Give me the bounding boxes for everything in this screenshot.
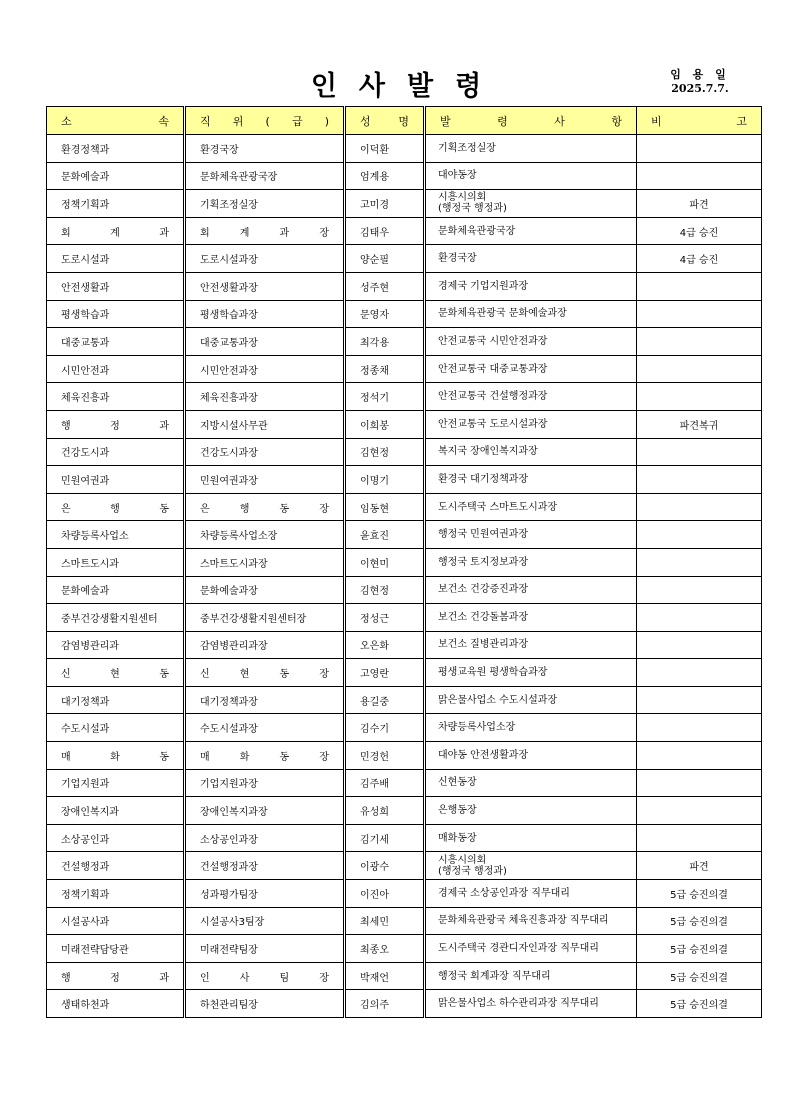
cell-name: 정종채 [345,355,425,383]
cell-note [637,328,762,356]
cell-note: 파견 [637,852,762,880]
cell-note [637,135,762,163]
cell-note [637,355,762,383]
cell-name: 이현미 [345,548,425,576]
cell-order: 경제국 기업지원과장 [425,272,637,300]
cell-affiliation: 매 화 동 [47,742,185,770]
cell-order: 보건소 질병관리과장 [425,631,637,659]
cell-order: 문화체육관광국 체육진흥과장 직무대리 [425,907,637,935]
header-position: 직 위 ( 급 ) [185,107,345,135]
cell-position: 환경국장 [185,135,345,163]
cell-position: 수도시설과장 [185,714,345,742]
cell-order: 차량등록사업소장 [425,714,637,742]
cell-note: 4급 승진 [637,217,762,245]
cell-name: 김태우 [345,217,425,245]
cell-affiliation: 문화예술과 [47,162,185,190]
cell-name: 성주현 [345,272,425,300]
cell-affiliation: 스마트도시과 [47,548,185,576]
cell-order: 행정국 민원여권과장 [425,521,637,549]
cell-position: 건설행정과장 [185,852,345,880]
table-row [47,576,762,604]
cell-affiliation: 체육진흥과 [47,383,185,411]
cell-position: 인 사 팀 장 [185,962,345,990]
cell-position: 지방시설사무관 [185,410,345,438]
cell-position: 시설공사3팀장 [185,907,345,935]
cell-note [637,493,762,521]
cell-name: 이광수 [345,852,425,880]
cell-name: 민경헌 [345,742,425,770]
cell-note [637,742,762,770]
cell-affiliation: 신 현 동 [47,659,185,687]
cell-order: 맑은물사업소 하수관리과장 직무대리 [425,990,637,1018]
cell-order: 시흥시의회 (행정국 행정과) [425,190,637,218]
cell-order: 맑은물사업소 수도시설과장 [425,686,637,714]
table-row [47,907,762,935]
cell-name: 문영자 [345,300,425,328]
cell-note [637,548,762,576]
cell-order: 안전교통국 건설행정과장 [425,383,637,411]
cell-note: 파견복귀 [637,410,762,438]
cell-position: 회 계 과 장 [185,217,345,245]
cell-order: 대야동 안전생활과장 [425,742,637,770]
table-row [47,714,762,742]
cell-name: 정석기 [345,383,425,411]
cell-name: 용길중 [345,686,425,714]
cell-position: 매 화 동 장 [185,742,345,770]
cell-affiliation: 수도시설과 [47,714,185,742]
cell-name: 이진아 [345,880,425,908]
cell-affiliation: 행 정 과 [47,962,185,990]
cell-name: 김주배 [345,769,425,797]
cell-note: 5급 승진의결 [637,962,762,990]
cell-note [637,686,762,714]
cell-affiliation: 문화예술과 [47,576,185,604]
cell-note [637,162,762,190]
table-row [47,410,762,438]
cell-order: 도시주택국 스마트도시과장 [425,493,637,521]
cell-position: 대중교통과장 [185,328,345,356]
cell-order: 신현동장 [425,769,637,797]
cell-position: 안전생활과장 [185,272,345,300]
table-row [47,742,762,770]
table-row [47,328,762,356]
cell-order: 평생교육원 평생학습과장 [425,659,637,687]
cell-name: 이덕환 [345,135,425,163]
cell-affiliation: 장애인복지과 [47,797,185,825]
cell-note: 5급 승진의결 [637,990,762,1018]
cell-name: 윤효진 [345,521,425,549]
header-order: 발 령 사 항 [425,107,637,135]
cell-order: 대야동장 [425,162,637,190]
table-row [47,355,762,383]
cell-order: 보건소 건강돌봄과장 [425,604,637,632]
cell-note [637,272,762,300]
cell-name: 최종오 [345,935,425,963]
cell-name: 유성희 [345,797,425,825]
appointment-date: 2025.7.7. [671,82,729,95]
cell-note [637,521,762,549]
appointment-date-block [660,68,740,96]
table-row [47,686,762,714]
cell-affiliation: 차량등록사업소 [47,521,185,549]
cell-position: 미래전략팀장 [185,935,345,963]
cell-affiliation: 감염병관리과 [47,631,185,659]
cell-position: 중부건강생활지원센터장 [185,604,345,632]
cell-note [637,714,762,742]
cell-position: 도로시설과장 [185,245,345,273]
cell-position: 민원여권과장 [185,466,345,494]
cell-note: 4급 승진 [637,245,762,273]
cell-note: 5급 승진의결 [637,935,762,963]
table-row [47,272,762,300]
header-name: 성 명 [345,107,425,135]
cell-affiliation: 평생학습과 [47,300,185,328]
cell-name: 김의주 [345,990,425,1018]
cell-order: 경제국 소상공인과장 직무대리 [425,880,637,908]
cell-order: 안전교통국 도로시설과장 [425,410,637,438]
cell-note [637,300,762,328]
cell-order: 보건소 건강증진과장 [425,576,637,604]
cell-order: 매화동장 [425,824,637,852]
table-row [47,438,762,466]
cell-position: 장애인복지과장 [185,797,345,825]
cell-affiliation: 생태하천과 [47,990,185,1018]
cell-name: 최세민 [345,907,425,935]
table-row [47,493,762,521]
cell-position: 차량등록사업소장 [185,521,345,549]
cell-position: 신 현 동 장 [185,659,345,687]
cell-affiliation: 대기정책과 [47,686,185,714]
cell-name: 고영란 [345,659,425,687]
cell-name: 김기세 [345,824,425,852]
cell-affiliation: 안전생활과 [47,272,185,300]
table-row [47,135,762,163]
cell-order: 환경국 대기정책과장 [425,466,637,494]
cell-note [637,576,762,604]
cell-affiliation: 도로시설과 [47,245,185,273]
cell-order: 안전교통국 시민안전과장 [425,328,637,356]
table-row [47,190,762,218]
cell-name: 김수기 [345,714,425,742]
cell-position: 체육진흥과장 [185,383,345,411]
cell-affiliation: 회 계 과 [47,217,185,245]
cell-name: 정성근 [345,604,425,632]
table-row [47,300,762,328]
cell-name: 양순필 [345,245,425,273]
table-row [47,769,762,797]
cell-order: 문화체육관광국장 [425,217,637,245]
cell-order: 환경국장 [425,245,637,273]
appointment-date-label: 임 용 일 [670,68,730,81]
cell-note [637,769,762,797]
table-row [47,162,762,190]
table-row [47,604,762,632]
cell-position: 소상공인과장 [185,824,345,852]
cell-affiliation: 환경정책과 [47,135,185,163]
cell-affiliation: 소상공인과 [47,824,185,852]
cell-name: 이희봉 [345,410,425,438]
cell-note [637,383,762,411]
table-row [47,659,762,687]
cell-affiliation: 중부건강생활지원센터 [47,604,185,632]
cell-affiliation: 정책기획과 [47,880,185,908]
table-row [47,797,762,825]
cell-note: 파견 [637,190,762,218]
table-row [47,217,762,245]
table-row [47,824,762,852]
cell-note: 5급 승진의결 [637,880,762,908]
cell-affiliation: 기업지원과 [47,769,185,797]
cell-name: 김현정 [345,438,425,466]
cell-position: 대기정책과장 [185,686,345,714]
cell-note [637,659,762,687]
cell-position: 하천관리팀장 [185,990,345,1018]
cell-note [637,631,762,659]
table-row [47,245,762,273]
table-row [47,990,762,1018]
header-note: 비 고 [637,107,762,135]
table-row [47,466,762,494]
cell-order: 도시주택국 경관디자인과장 직무대리 [425,935,637,963]
cell-note [637,438,762,466]
cell-position: 건강도시과장 [185,438,345,466]
cell-affiliation: 은 행 동 [47,493,185,521]
cell-order: 기획조정실장 [425,135,637,163]
cell-order: 시흥시의회 (행정국 행정과) [425,852,637,880]
cell-order: 안전교통국 대중교통과장 [425,355,637,383]
table-row [47,521,762,549]
table-row [47,383,762,411]
cell-note: 5급 승진의결 [637,907,762,935]
cell-position: 성과평가팀장 [185,880,345,908]
cell-order: 행정국 회계과장 직무대리 [425,962,637,990]
document-title: 인사발령 [310,71,504,102]
cell-position: 평생학습과장 [185,300,345,328]
table-row [47,852,762,880]
cell-name: 박재언 [345,962,425,990]
cell-order: 은행동장 [425,797,637,825]
cell-note [637,824,762,852]
table-row [47,962,762,990]
personnel-table [46,106,762,1018]
cell-affiliation: 정책기획과 [47,190,185,218]
cell-affiliation: 행 정 과 [47,410,185,438]
cell-position: 기업지원과장 [185,769,345,797]
cell-name: 고미경 [345,190,425,218]
cell-position: 은 행 동 장 [185,493,345,521]
cell-position: 문화체육관광국장 [185,162,345,190]
cell-affiliation: 건강도시과 [47,438,185,466]
cell-affiliation: 미래전략담당관 [47,935,185,963]
cell-order: 복지국 장애인복지과장 [425,438,637,466]
cell-note [637,604,762,632]
table-row [47,631,762,659]
cell-affiliation: 시민안전과 [47,355,185,383]
cell-affiliation: 대중교통과 [47,328,185,356]
cell-note [637,797,762,825]
cell-name: 엄계용 [345,162,425,190]
cell-name: 최각용 [345,328,425,356]
table-row [47,880,762,908]
cell-position: 스마트도시과장 [185,548,345,576]
cell-position: 문화예술과장 [185,576,345,604]
cell-affiliation: 시설공사과 [47,907,185,935]
cell-name: 이명기 [345,466,425,494]
cell-position: 시민안전과장 [185,355,345,383]
cell-name: 오은화 [345,631,425,659]
header-affiliation: 소 속 [47,107,185,135]
cell-affiliation: 건설행정과 [47,852,185,880]
cell-position: 기획조정실장 [185,190,345,218]
cell-position: 감염병관리과장 [185,631,345,659]
cell-note [637,466,762,494]
cell-name: 임동현 [345,493,425,521]
cell-affiliation: 민원여권과 [47,466,185,494]
cell-order: 행정국 토지정보과장 [425,548,637,576]
cell-order: 문화체육관광국 문화예술과장 [425,300,637,328]
table-row [47,548,762,576]
cell-name: 김현정 [345,576,425,604]
table-header-row [47,107,762,135]
table-row [47,935,762,963]
